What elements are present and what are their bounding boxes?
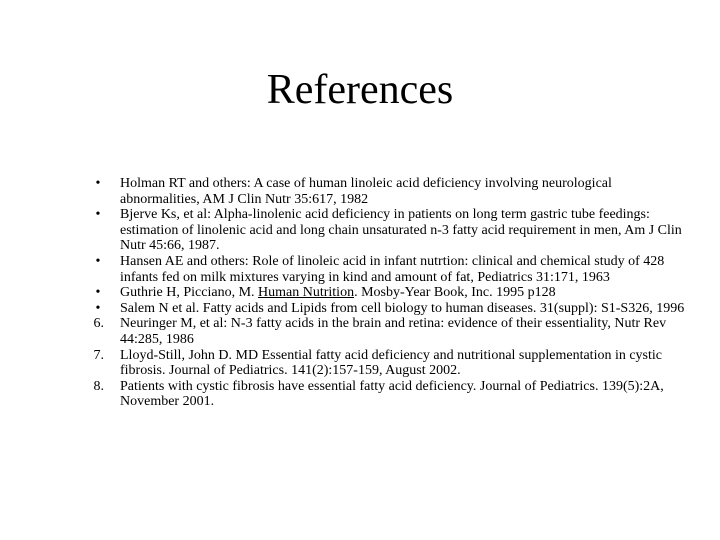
reference-item-7 xyxy=(72,348,688,379)
bullet-marker: • xyxy=(95,300,101,316)
reference-list xyxy=(72,176,688,410)
reference-item-1 xyxy=(72,176,688,207)
reference-text xyxy=(120,285,688,301)
slide-title: References xyxy=(266,67,454,113)
bullet-marker: • xyxy=(95,176,101,191)
bullet-marker: • xyxy=(95,285,101,301)
reference-text: Holman RT and others: A case of human linoleic acid deficiency involving neurological abnormalities, AM J Clin Nutr 35:617, 1982 xyxy=(120,176,612,207)
reference-item-5 xyxy=(72,301,688,317)
bullet-marker: • xyxy=(95,253,101,269)
reference-text: Bjerve Ks, et al: Alpha-linolenic acid deficiency in patients on long term gastric tube feedings: estimation of linolenic acid and long chain unsaturated n-3 fatty acid requirement in men, Am J Clin Nutr 45:66, 1987. xyxy=(120,207,682,254)
number-marker: 8. xyxy=(93,378,104,394)
reference-text: Lloyd-Still, John D. MD Essential fatty acid deficiency and nutritional supplementation in cystic fibrosis. Journal of Pediatrics. 141(2):157-159, August 2002. xyxy=(120,347,663,379)
reference-item-8 xyxy=(72,379,688,410)
reference-text-after: . Mosby-Year Book, Inc. 1995 p128 xyxy=(354,285,556,301)
reference-text: Salem N et al. Fatty acids and Lipids from cell biology to human diseases. 31(suppl): S1-S326, 1996 xyxy=(120,300,685,316)
reference-text: Neuringer M, et al: N-3 fatty acids in the brain and retina: evidence of their essentiality, Nutr Rev 44:285, 1986 xyxy=(120,316,667,347)
bullet-marker: • xyxy=(95,207,101,223)
book-title-underlined: Human Nutrition xyxy=(258,285,355,301)
reference-item-4 xyxy=(72,285,688,301)
number-marker: 7. xyxy=(93,347,104,363)
reference-item-6 xyxy=(72,316,688,347)
reference-text: Hansen AE and others: Role of linoleic acid in infant nutrtion: clinical and chemical study of 428 infants fed on milk mixtures varying in kind and amount of fat, Pediatrics 31:171, 1963 xyxy=(120,253,665,285)
reference-text: Patients with cystic fibrosis have essential fatty acid deficiency. Journal of Pediatrics. 139(5):2A, November 2001. xyxy=(120,378,664,410)
reference-text-before: Guthrie H, Picciano, M. xyxy=(120,285,259,301)
reference-item-2 xyxy=(72,207,688,254)
number-marker: 6. xyxy=(93,316,104,332)
reference-item-3 xyxy=(72,254,688,285)
